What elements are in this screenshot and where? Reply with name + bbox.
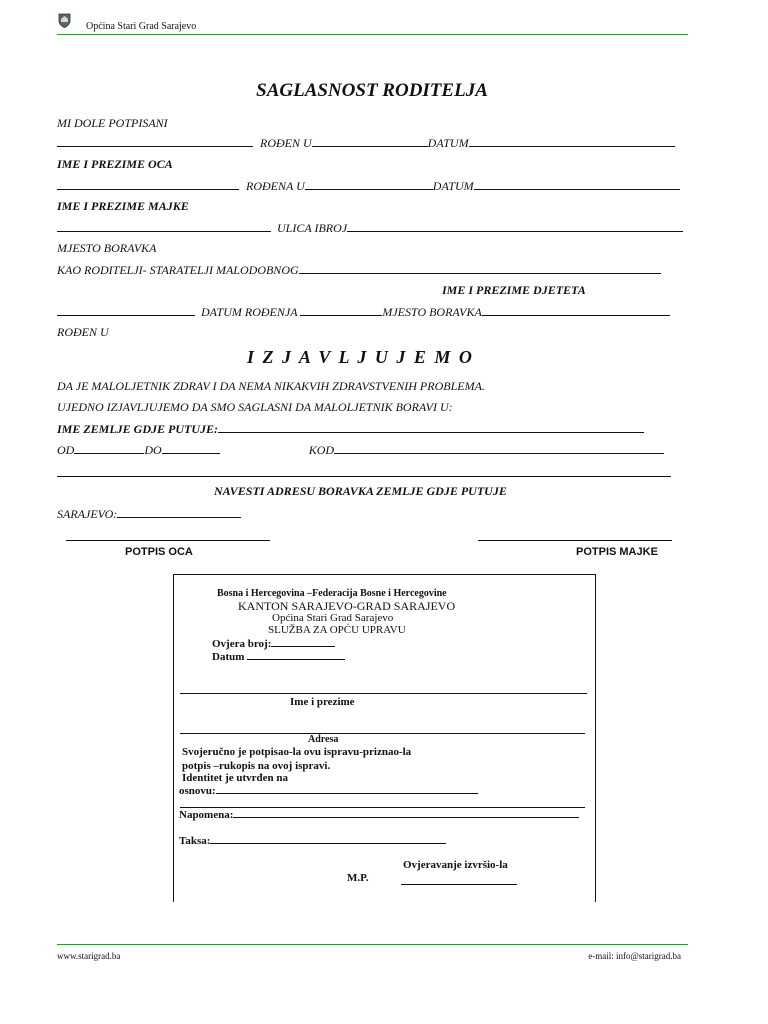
row-father (57, 135, 675, 151)
note-field[interactable] (233, 808, 579, 818)
cert-address-label: Adresa (308, 734, 339, 745)
child-name-label: IME I PREZIME DJETETA (442, 283, 586, 297)
cert-date-label: Datum (212, 651, 245, 663)
father-born-label: ROĐEN U (260, 136, 312, 150)
child-dob-field[interactable] (300, 304, 382, 316)
cert-line3: Općina Stari Grad Sarajevo (272, 612, 394, 624)
child-dob-label: DATUM ROĐENJA (201, 305, 298, 319)
father-name-label: IME I PREZIME OCA (57, 157, 173, 171)
country-label: IME ZEMLJE GDJE PUTUJE: (57, 422, 219, 436)
cert-verification (212, 637, 335, 650)
statement-health: DA JE MALOLJETNIK ZDRAV I DA NEMA NIKAKVIH ZDRAVSTVENIH PROBLEMA. (57, 379, 485, 393)
born-in-label: ROĐEN U (57, 325, 109, 339)
city-date-field[interactable] (117, 506, 241, 518)
cert-name-line[interactable] (180, 693, 587, 694)
city-label: SARAJEVO: (57, 507, 118, 521)
header-rule (57, 34, 688, 35)
address-line[interactable] (57, 476, 671, 477)
declaration-title: I Z J A V L J U J E M O (247, 347, 474, 367)
note-label: Napomena: (179, 809, 234, 821)
from-label: OD (57, 443, 75, 457)
mother-date-field[interactable] (474, 178, 680, 190)
mother-name-field[interactable] (57, 178, 239, 190)
minor-name-field[interactable] (299, 262, 661, 274)
row-street (57, 220, 683, 236)
from-field[interactable] (74, 442, 144, 454)
street-prefix-field[interactable] (57, 220, 271, 232)
mother-date-label: DATUM (432, 179, 474, 193)
father-signature-line[interactable] (66, 540, 270, 541)
street-field[interactable] (347, 220, 683, 232)
cert-line2: KANTON SARAJEVO-GRAD SARAJEVO (238, 599, 456, 613)
cert-line4: SLUŽBA ZA OPĆU UPRAVU (268, 624, 406, 636)
to-field[interactable] (162, 442, 220, 454)
footer-email[interactable]: e-mail: info@starigrad.ba (588, 951, 681, 961)
cert-fee (179, 834, 446, 847)
logo-icon (58, 13, 71, 28)
footer-rule (57, 944, 688, 945)
intro-label: MI DOLE POTPISANI (57, 116, 168, 130)
cert-certified-by: Ovjeravanje izvršio-la (403, 859, 508, 871)
cert-note (179, 808, 579, 821)
at-field[interactable] (334, 442, 664, 454)
address-instruction: NAVESTI ADRESU BORAVKA ZEMLJE GDJE PUTUJE (214, 484, 507, 498)
child-residence-label: MJESTO BORAVKA (382, 305, 482, 319)
country-field[interactable] (218, 421, 644, 433)
row-city (57, 506, 241, 522)
street-label: ULICA IBROJ (277, 221, 348, 235)
child-name-field[interactable] (57, 304, 195, 316)
to-label: DO (144, 443, 162, 457)
father-date-label: DATUM (427, 136, 469, 150)
page-title: SAGLASNOST RODITELJA (256, 80, 488, 101)
fee-label: Taksa: (179, 835, 211, 847)
row-child (57, 304, 670, 320)
verification-label: Ovjera broj: (212, 638, 272, 650)
footer-website[interactable]: www.starigrad.ba (57, 951, 121, 961)
mother-birthplace-field[interactable] (305, 178, 433, 190)
cert-text3: Identitet je utvrđen na (182, 772, 289, 784)
cert-text1: Svojeručno je potpisao-la ovu ispravu-priznao-la (182, 746, 412, 758)
verification-field[interactable] (271, 637, 335, 647)
signature-father-label: POTPIS OCA (125, 546, 193, 558)
signature-mother-label: POTPIS MAJKE (576, 546, 658, 558)
cert-basis (179, 784, 478, 797)
mother-signature-line[interactable] (478, 540, 672, 541)
cert-stamp: M.P. (347, 872, 369, 884)
certification-box (173, 574, 596, 902)
cert-date-field[interactable] (247, 650, 345, 660)
mother-name-label: IME I PREZIME MAJKE (57, 199, 189, 213)
cert-line1: Bosna i Hercegovina –Federacija Bosne i Hercegovine (217, 588, 447, 599)
father-date-field[interactable] (469, 135, 675, 147)
cert-address-line[interactable] (180, 733, 585, 734)
cert-date (212, 650, 345, 663)
fee-field[interactable] (210, 834, 446, 844)
father-name-field[interactable] (57, 135, 253, 147)
basis-field[interactable] (216, 784, 478, 794)
row-guardians (57, 262, 661, 278)
statement-consent: UJEDNO IZJAVLJUJEMO DA SMO SAGLASNI DA MALOLJETNIK BORAVI U: (57, 400, 453, 414)
mother-born-label: ROĐENA U (246, 179, 305, 193)
at-label: KOD (308, 443, 335, 457)
basis-label: osnovu: (179, 785, 216, 797)
father-birthplace-field[interactable] (312, 135, 428, 147)
residence-label: MJESTO BORAVKA (57, 241, 157, 255)
child-residence-field[interactable] (482, 304, 670, 316)
cert-text2: potpis –rukopis na ovoj ispravi. (182, 760, 331, 772)
row-country (57, 421, 644, 437)
certifier-signature-line[interactable] (401, 884, 517, 885)
header-municipality: Općina Stari Grad Sarajevo (86, 21, 197, 32)
row-dates (57, 442, 664, 458)
cert-name-label: Ime i prezime (290, 696, 355, 708)
row-mother (57, 178, 680, 194)
guardians-label: KAO RODITELJI- STARATELJI MALODOBNOG (57, 263, 299, 277)
